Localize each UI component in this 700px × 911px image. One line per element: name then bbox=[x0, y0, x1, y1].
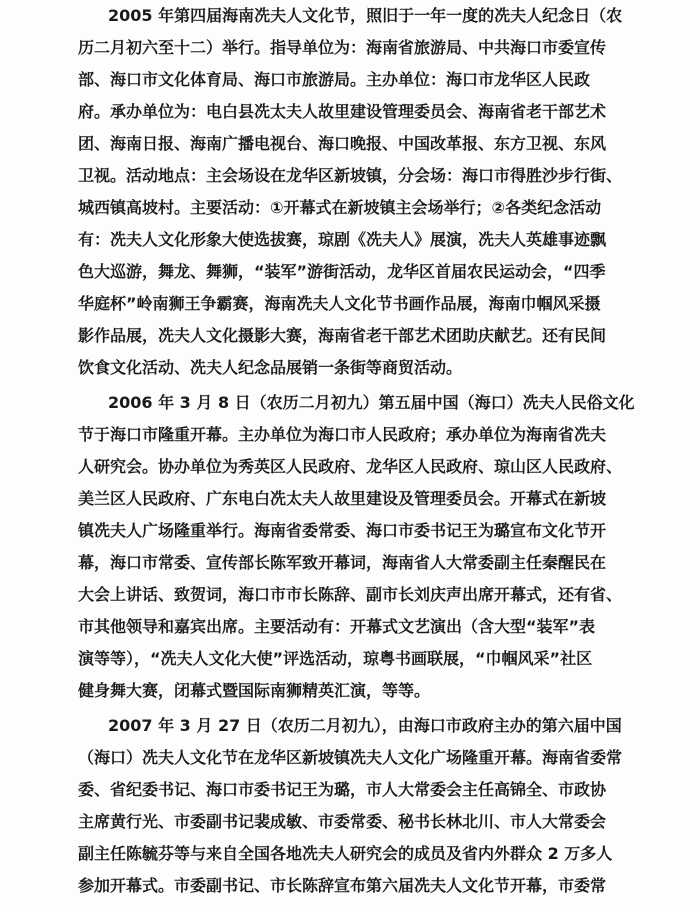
text-line: 部、海口市文化体育局、海口市旅游局。主办单位：海口市龙华区人民政 bbox=[78, 70, 591, 89]
text-line: 镇冼夫人广场隆重举行。海南省委常委、海口市委书记王为璐宣布文化节开 bbox=[78, 521, 607, 540]
text-line: 历二月初六至十二）举行。指导单位为：海南省旅游局、中共海口市委宣传 bbox=[78, 38, 607, 57]
text-line: 卫视。活动地点：主会场设在龙华区新坡镇，分会场：海口市得胜沙步行街、 bbox=[78, 166, 623, 185]
text-line: （海口）冼夫人文化节在龙华区新坡镇冼夫人文化广场隆重开幕。海南省委常 bbox=[78, 748, 623, 767]
text-line: 节于海口市隆重开幕。主办单位为海口市人民政府；承办单位为海南省冼夫 bbox=[78, 425, 607, 444]
text-line: 饮食文化活动、冼夫人纪念品展销一条街等商贸活动。 bbox=[78, 358, 463, 377]
text-line: 2005 年第四届海南冼夫人文化节，照旧于一年一度的冼夫人纪念日（农 bbox=[108, 6, 623, 25]
text-line: 健身舞大赛，闭幕式暨国际南狮精英汇演，等等。 bbox=[78, 681, 431, 700]
text-line: 团、海南日报、海南广播电视台、海口晚报、中国改革报、东方卫视、东风 bbox=[78, 134, 607, 153]
text-line: 主席黄行光、市委副书记裴成敏、市委常委、秘书长林北川、市人大常委会 bbox=[78, 812, 607, 831]
text-line: 有：冼夫人文化形象大使选拔赛，琼剧《冼夫人》展演，冼夫人英雄事迹飘 bbox=[78, 230, 607, 249]
text-line: 城西镇高坡村。主要活动：①开幕式在新坡镇主会场举行；②各类纪念活动 bbox=[78, 198, 602, 217]
text-line: 市其他领导和嘉宾出席。主要活动有：开幕式文艺演出（含大型“装军”表 bbox=[78, 617, 596, 636]
text-line: 影作品展，冼夫人文化摄影大赛，海南省老干部艺术团助庆献艺。还有民间 bbox=[78, 326, 607, 345]
text-line: 2006 年 3 月 8 日（农历二月初九）第五届中国（海口）冼夫人民俗文化 bbox=[108, 393, 635, 412]
text-line: 副主任陈毓芬等与来自全国各地冼夫人研究会的成员及省内外群众 2 万多人 bbox=[78, 844, 613, 863]
text-line: 演等等），“冼夫人文化大使”评选活动，琼粤书画联展，“巾帼风采”社区 bbox=[78, 649, 593, 668]
text-line: 色大巡游，舞龙、舞狮，“装军”游街活动，龙华区首届农民运动会，“四季 bbox=[78, 262, 606, 281]
text-line: 府。承办单位为：电白县冼太夫人故里建设管理委员会、海南省老干部艺术 bbox=[78, 102, 607, 121]
text-line: 2007 年 3 月 27 日（农历二月初九），由海口市政府主办的第六届中国 bbox=[108, 716, 622, 735]
text-line: 委、省纪委书记、海口市委书记王为璐，市人大常委会主任高锦全、市政协 bbox=[78, 780, 607, 799]
text-line: 华庭杯”岭南狮王争霸赛，海南冼夫人文化节书画作品展，海南巾帼风采摄 bbox=[78, 294, 601, 313]
text-line: 人研究会。协办单位为秀英区人民政府、龙华区人民政府、琼山区人民政府、 bbox=[78, 457, 623, 476]
text-line: 美兰区人民政府、广东电白冼太夫人故里建设及管理委员会。开幕式在新坡 bbox=[78, 489, 607, 508]
text-line: 大会上讲话、致贺词，海口市市长陈辞、副市长刘庆声出席开幕式，还有省、 bbox=[78, 585, 623, 604]
text-line: 幕，海口市常委、宣传部长陈军致开幕词，海南省人大常委副主任秦醒民在 bbox=[78, 553, 607, 572]
text-line: 参加开幕式。市委副书记、市长陈辞宣布第六届冼夫人文化节开幕，市委常 bbox=[78, 876, 607, 895]
